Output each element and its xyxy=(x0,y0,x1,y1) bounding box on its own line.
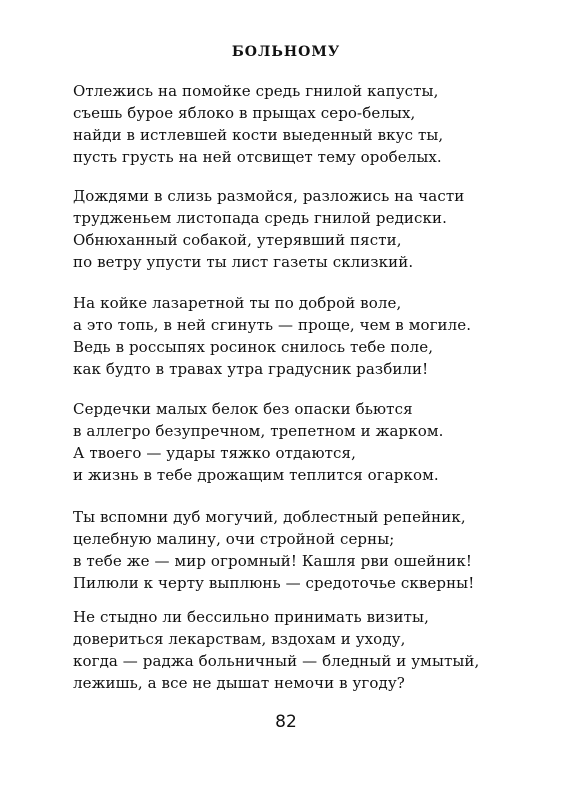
poem-line: найди в истлевшей кости выеденный вкус ты, xyxy=(73,126,444,144)
poem-line: Обнюханный собакой, утерявший пясти, xyxy=(73,231,402,249)
stanza-2 xyxy=(73,185,543,273)
poem-line: съешь бурое яблоко в прыщах серо-белых, xyxy=(73,104,416,122)
poem-line: Пилюли к черту выплюнь — средоточье скверны! xyxy=(73,574,475,592)
poem-line: целебную малину, очи стройной серны; xyxy=(73,530,395,548)
stanza-4 xyxy=(73,398,543,486)
poem-line: когда — раджа больничный — бледный и умытый, xyxy=(73,652,480,670)
poem-line: в аллегро безупречном, трепетном и жарком. xyxy=(73,422,444,440)
poem-line: в тебе же — мир огромный! Кашля рви ошейник! xyxy=(73,552,472,570)
poem-line: А твоего — удары тяжко отдаются, xyxy=(73,444,356,462)
stanza-5 xyxy=(73,506,543,594)
poem-line: довериться лекарствам, вздохам и уходу, xyxy=(73,630,406,648)
poem-line: Ведь в россыпях росинок снилось тебе поле, xyxy=(73,338,434,356)
poem-line: а это топь, в ней сгинуть — проще, чем в могиле. xyxy=(73,316,472,334)
poem-title: БОЛЬНОМУ xyxy=(231,44,341,60)
poem-line: лежишь, а все не дышат немочи в угоду? xyxy=(73,674,405,692)
poem-line: Отлежись на помойке средь гнилой капусты, xyxy=(73,82,439,100)
poem-line: и жизнь в тебе дрожащим теплится огарком. xyxy=(73,466,439,484)
poem-line: трудженьем листопада средь гнилой редиски. xyxy=(73,209,447,227)
page-number: 82 xyxy=(275,712,297,732)
stanza-6 xyxy=(73,606,543,694)
poem-line: Не стыдно ли бессильно принимать визиты, xyxy=(73,608,429,626)
poem-line: Сердечки малых белок без опаски бьются xyxy=(73,400,413,418)
poem-line: по ветру упусти ты лист газеты склизкий. xyxy=(73,253,414,271)
poem-line: пусть грусть на ней отсвищет тему оробелых. xyxy=(73,148,442,166)
poem-line: На койке лазаретной ты по доброй воле, xyxy=(73,294,402,312)
poem-line: Дождями в слизь размойся, разложись на части xyxy=(73,187,465,205)
stanza-1 xyxy=(73,80,543,168)
poem-line: Ты вспомни дуб могучий, доблестный репейник, xyxy=(73,508,466,526)
stanza-3 xyxy=(73,292,543,380)
poem-line: как будто в травах утра градусник разбили! xyxy=(73,360,429,378)
